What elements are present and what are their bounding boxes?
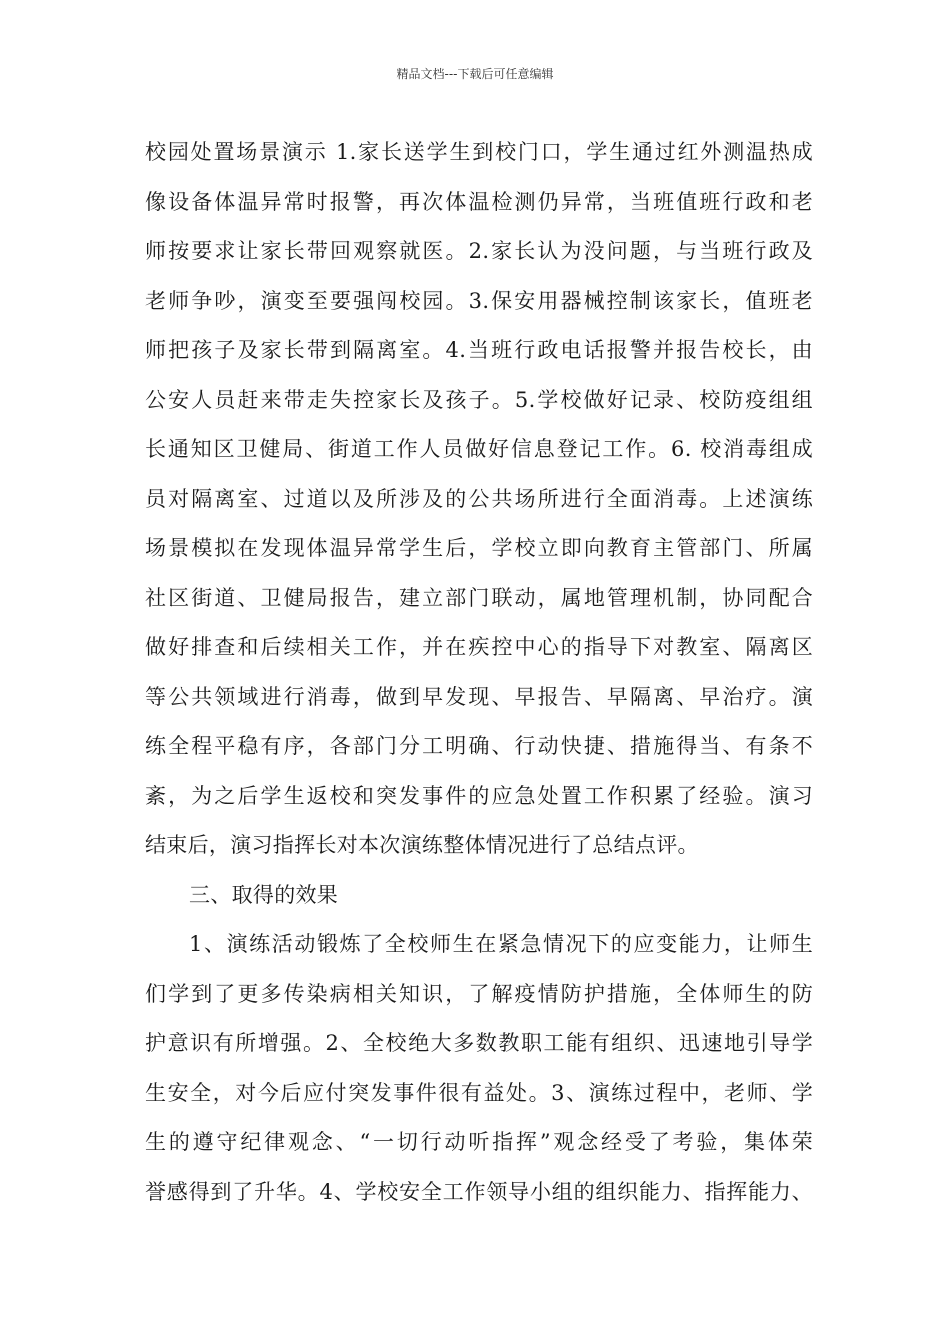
body-line: 师按要求让家长带回观察就医。2.家长认为没问题，与当班行政及: [145, 239, 813, 263]
body-line: 等公共领域进行消毒，做到早发现、早报告、早隔离、早治疗。演: [145, 684, 813, 709]
body-line: 生的遵守纪律观念、“一切行动听指挥”观念经受了考验，集体荣: [145, 1130, 813, 1154]
body-line: 长通知区卫健局、街道工作人员做好信息登记工作。6. 校消毒组成: [145, 437, 813, 461]
body-line: 做好排查和后续相关工作，并在疾控中心的指导下对教室、隔离区: [145, 635, 813, 659]
document-body: [145, 128, 813, 1217]
body-line: 1、演练活动锻炼了全校师生在紧急情况下的应变能力，让师生: [189, 932, 813, 956]
body-line: 老师争吵，演变至要强闯校园。3.保安用器械控制该家长，值班老: [145, 288, 813, 313]
body-line: 练全程平稳有序，各部门分工明确、行动快捷、措施得当、有条不: [145, 734, 813, 758]
body-line: 结束后，演习指挥长对本次演练整体情况进行了总结点评。: [145, 833, 699, 857]
body-line: 校园处置场景演示 1.家长送学生到校门口，学生通过红外测温热成: [145, 140, 813, 164]
body-line: 场景模拟在发现体温异常学生后，学校立即向教育主管部门、所属: [145, 536, 813, 560]
body-line: 们学到了更多传染病相关知识，了解疫情防护措施，全体师生的防: [145, 981, 813, 1006]
page-header: 精品文档---下载后可任意编辑: [396, 67, 554, 81]
body-line: 师把孩子及家长带到隔离室。4.当班行政电话报警并报告校长，由: [145, 338, 813, 362]
body-line: 社区街道、卫健局报告，建立部门联动，属地管理机制，协同配合: [145, 585, 813, 610]
body-line: 员对隔离室、过道以及所涉及的公共场所进行全面消毒。上述演练: [145, 486, 813, 511]
section-heading: 三、取得的效果: [189, 882, 339, 907]
body-line: 誉感得到了升华。4、学校安全工作领导小组的组织能力、指挥能力、: [145, 1179, 813, 1204]
body-line: 护意识有所增强。2、全校绝大多数教职工能有组织、迅速地引导学: [145, 1031, 813, 1055]
body-line: 紊，为之后学生返校和突发事件的应急处置工作积累了经验。演习: [145, 783, 813, 808]
body-line: 像设备体温异常时报警，再次体温检测仍异常，当班值班行政和老: [145, 189, 813, 214]
body-line: 生安全，对今后应付突发事件很有益处。3、演练过程中，老师、学: [145, 1080, 813, 1105]
body-line: 公安人员赶来带走失控家长及孩子。5.学校做好记录、校防疫组组: [145, 387, 813, 412]
